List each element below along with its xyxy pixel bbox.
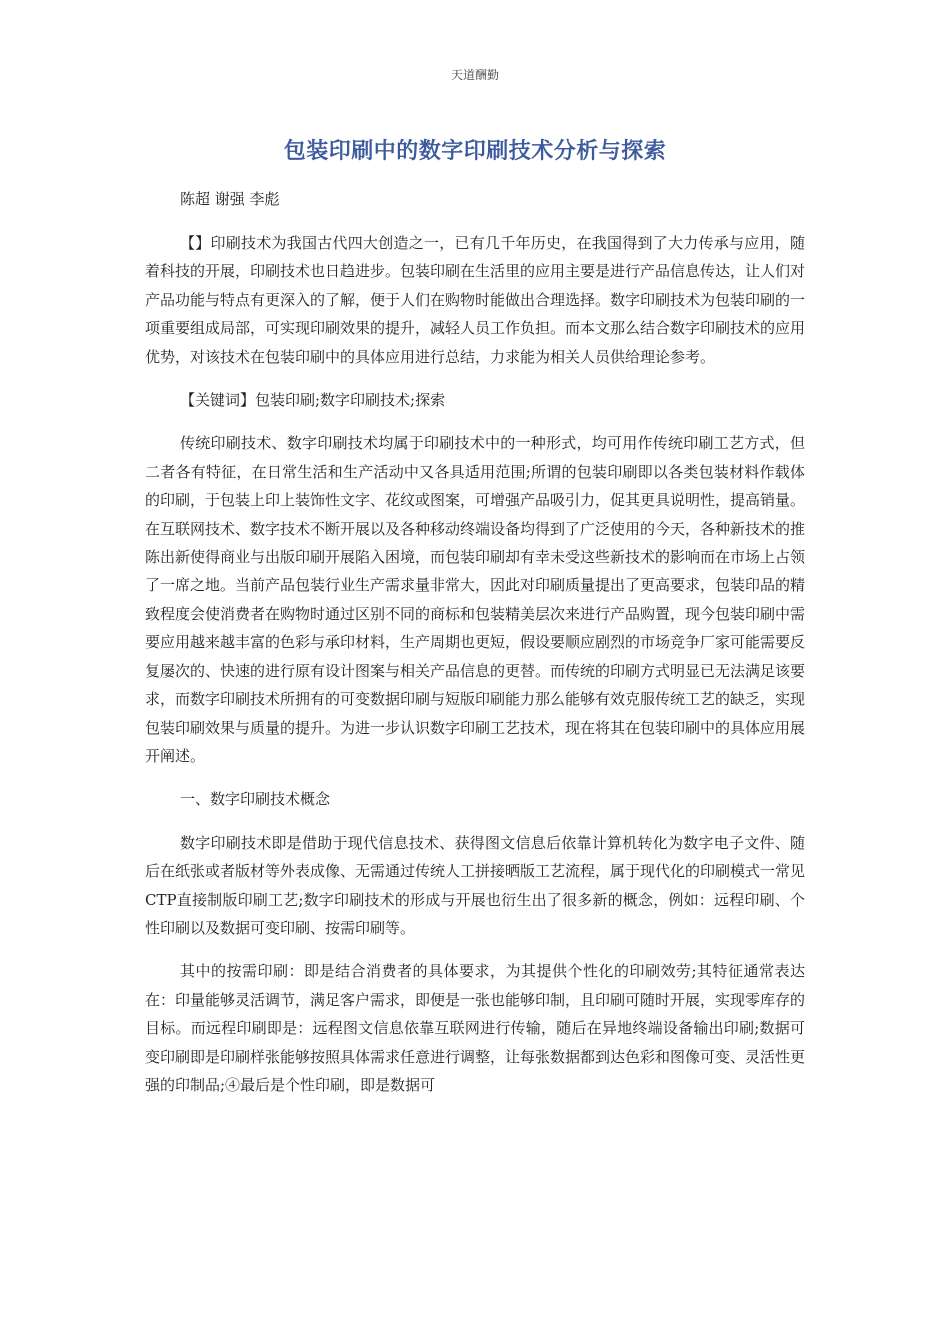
body-paragraph: 传统印刷技术、数字印刷技术均属于印刷技术中的一种形式，均可用作传统印刷工艺方式，但二者各有特征，在日常生活和生产活动中又各具适用范围;所谓的包装印刷即以各类包装材料作载体的印刷，于包装上印上装饰性文字、花纹或图案，可增强产品吸引力，促其更具说明性，提高销量。在互联网技术、数字技术不断开展以及各种移动终端设备均得到了广泛使用的今天，各种新技术的推陈出新使得商业与出版印刷开展陷入困境，而包装印刷却有幸未受这些新技术的影响而在市场上占领了一席之地。当前产品包装行业生产需求量非常大，因此对印刷质量提出了更高要求，包装印品的精致程度会使消费者在购物时通过区别不同的商标和包装精美层次来进行产品购置，现今包装印刷中需要应用越来越丰富的色彩与承印材料，生产周期也更短，假设要顺应剧烈的市场竞争厂家可能需要反复屡次的、快速的进行原有设计图案与相关产品信息的更替。而传统的印刷方式明显已无法满足该要求，而数字印刷技术所拥有的可变数据印刷与短版印刷能力那么能够有效克服传统工艺的缺乏，实现包装印刷效果与质量的提升。为进一步认识数字印刷工艺技术，现在将其在包装印刷中的具体应用展开阐述。: [145, 434, 806, 765]
document-title: 包装印刷中的数字印刷技术分析与探索: [283, 139, 667, 164]
body-paragraph: 其中的按需印刷：即是结合消费者的具体要求，为其提供个性化的印刷效劳;其特征通常表达在：印量能够灵活调节，满足客户需求，即便是一张也能够印制，且印刷可随时开展，实现零库存的目标。而远程印刷即是：远程图文信息依靠互联网进行传输，随后在异地终端设备输出印刷;数据可变印刷即是印刷样张能够按照具体需求任意进行调整，让每张数据都到达色彩和图像可变、灵活性更强的印制品;④最后是个性印刷，即是数据可: [145, 962, 806, 1094]
page-header: 天道酬勤: [450, 68, 499, 82]
keywords-paragraph: 【关键词】包装印刷;数字印刷技术;探索: [180, 391, 446, 410]
section-heading: 一、数字印刷技术概念: [180, 790, 331, 809]
abstract-paragraph: 【】印刷技术为我国古代四大创造之一，已有几千年历史，在我国得到了大力传承与应用，随着科技的开展，印刷技术也日趋进步。包装印刷在生活里的应用主要是进行产品信息传达，让人们对产品功能与特点有更深入的了解，便于人们在购物时能做出合理选择。数字印刷技术为包装印刷的一项重要组成局部，可实现印刷效果的提升，减轻人员工作负担。而本文那么结合数字印刷技术的应用优势，对该技术在包装印刷中的具体应用进行总结，力求能为相关人员供给理论参考。: [145, 234, 806, 366]
authors: 陈超 谢强 李彪: [180, 190, 280, 208]
document-body: [145, 229, 805, 1114]
body-paragraph: 数字印刷技术即是借助于现代信息技术、获得图文信息后依靠计算机转化为数字电子文件、随后在纸张或者版材等外表成像、无需通过传统人工拼接晒版工艺流程，属于现代化的印刷模式一常见CTP直接制版印刷工艺;数字印刷技术的形成与开展也衍生出了很多新的概念，例如：远程印刷、个性印刷以及数据可变印刷、按需印刷等。: [145, 833, 806, 937]
